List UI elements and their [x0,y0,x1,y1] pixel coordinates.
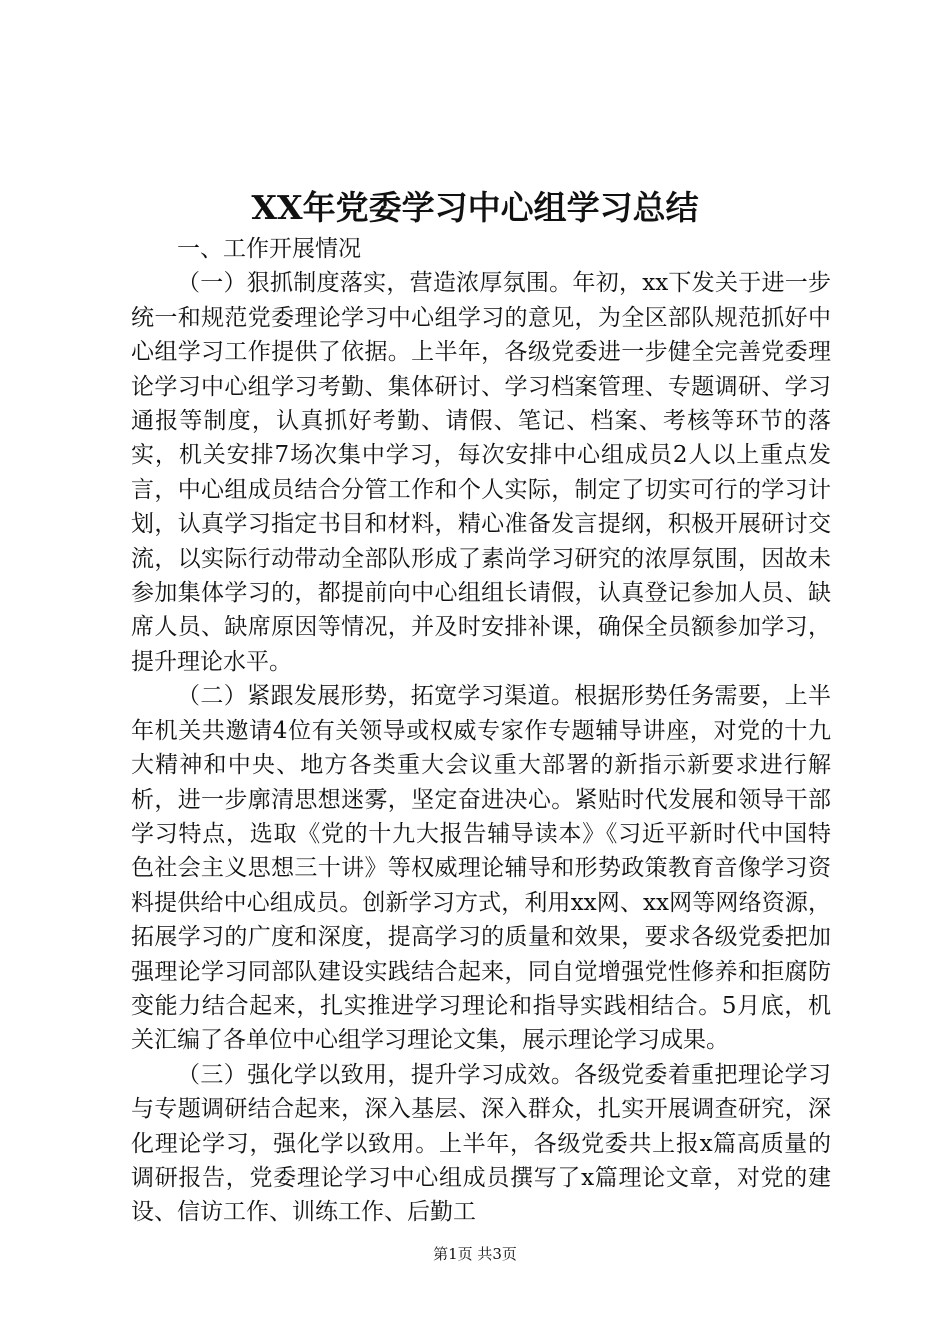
page-footer: 第1页 共3页 [433,1245,517,1263]
section-heading: 一、工作开展情况 [177,236,361,262]
paragraph-3: （三）强化学以致用，提升学习成效。各级党委着重把理论学习与专题调研结合起来，深入基层、深入群众，扎实开展调查研究，深化理论学习，强化学以致用。上半年，各级党委共上报x篇高质量的调研报告，党委理论学习中心组成员撰写了x篇理论文章，对党的建设、信访工作、训练工作、后勤工 [131,1061,831,1226]
document-body [131,232,831,1230]
document-title: XX年党委学习中心组学习总结 [251,188,699,227]
paragraph-2: （二）紧跟发展形势，拓宽学习渠道。根据形势任务需要，上半年机关共邀请4位有关领导或权威专家作专题辅导讲座，对党的十九大精神和中央、地方各类重大会议重大部署的新指示新要求进行解析，进一步廓清思想迷雾，坚定奋进决心。紧贴时代发展和领导干部学习特点，选取《党的十九大报告辅导读本》《习近平新时代中国特色社会主义思想三十讲》等权威理论辅导和形势政策教育音像学习资料提供给中心组成员。创新学习方式，利用xx网、xx网等网络资源，拓展学习的广度和深度，提高学习的质量和效果，要求各级党委把加强理论学习同部队建设实践结合起来，同自觉增强党性修养和拒腐防变能力结合起来，扎实推进学习理论和指导实践相结合。5月底，机关汇编了各单位中心组学习理论文集，展示理论学习成果。 [131,683,831,1054]
paragraph-1: （一）狠抓制度落实，营造浓厚氛围。年初，xx下发关于进一步统一和规范党委理论学习中心组学习的意见，为全区部队规范抓好中心组学习工作提供了依据。上半年，各级党委进一步健全完善党委理论学习中心组学习考勤、集体研讨、学习档案管理、专题调研、学习通报等制度，认真抓好考勤、请假、笔记、档案、考核等环节的落实，机关安排7场次集中学习，每次安排中心组成员2人以上重点发言，中心组成员结合分管工作和个人实际，制定了切实可行的学习计划，认真学习指定书目和材料，精心准备发言提纲，积极开展研讨交流，以实际行动带动全部队形成了素尚学习研究的浓厚氛围，因故未参加集体学习的，都提前向中心组组长请假，认真登记参加人员、缺席人员、缺席原因等情况，并及时安排补课，确保全员额参加学习，提升理论水平。 [131,270,831,675]
